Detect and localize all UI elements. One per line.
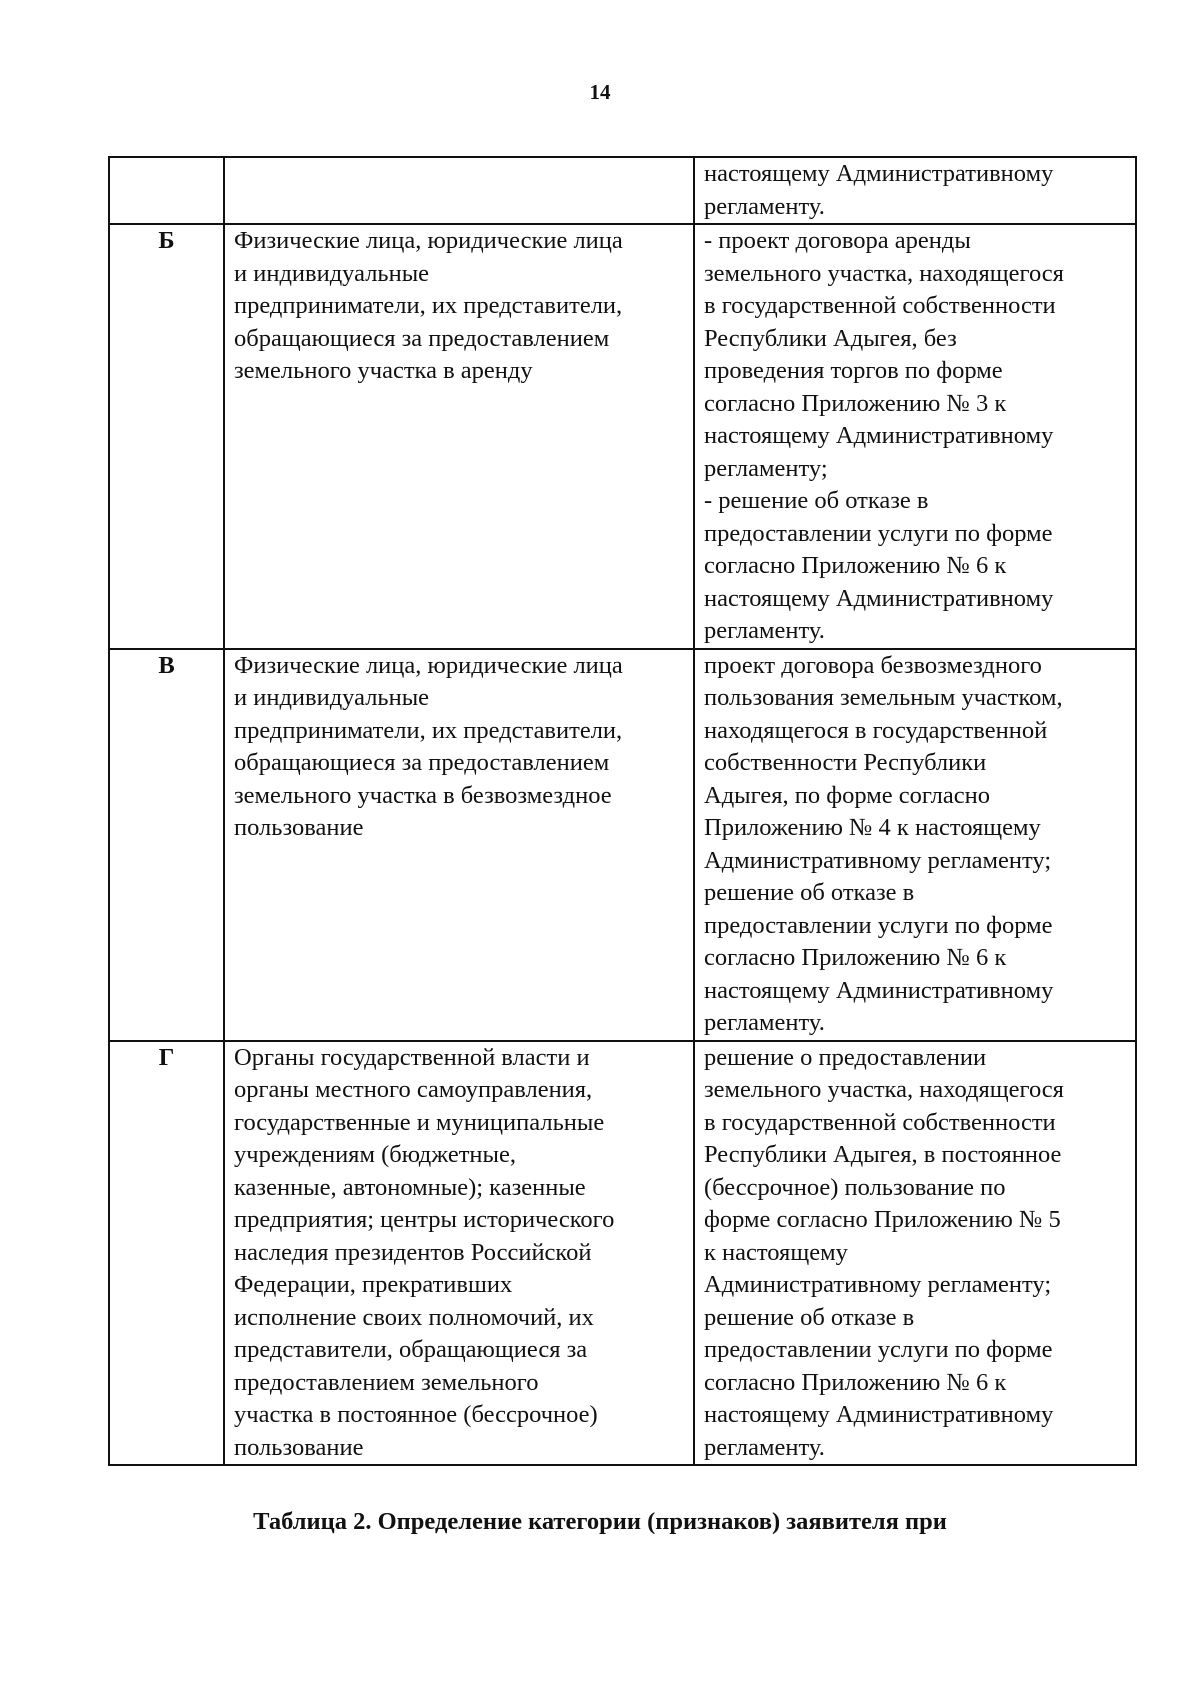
service-result xyxy=(694,157,1136,224)
result-line: согласно Приложению № 6 к xyxy=(704,1368,1007,1396)
applicant-line: и индивидуальные xyxy=(234,259,430,287)
result-line: согласно Приложению № 6 к xyxy=(704,552,1007,579)
applicant-line: государственные и муниципальные xyxy=(234,1108,605,1136)
result-line: - проект договора аренды xyxy=(704,227,971,254)
result-line: (бессрочное) пользование по xyxy=(704,1173,1006,1201)
result-line: регламенту. xyxy=(704,192,825,220)
service-result xyxy=(694,649,1136,1041)
category-code: Г xyxy=(109,1041,224,1466)
service-result xyxy=(694,224,1136,649)
result-line: в государственной собственности xyxy=(704,292,1056,319)
result-line: решение об отказе в xyxy=(704,1303,915,1331)
table-row xyxy=(109,649,1136,1041)
result-line: настоящему Административному xyxy=(704,584,1054,612)
applicant-line: наследия президентов Российской xyxy=(234,1238,592,1266)
result-line: настоящему Административному xyxy=(704,976,1054,1004)
result-line: Административному регламенту; xyxy=(704,1271,1052,1298)
result-line: настоящему Административному xyxy=(704,160,1054,187)
applicant-line: Органы государственной власти и xyxy=(234,1043,590,1071)
result-line: в государственной собственности xyxy=(704,1108,1056,1136)
service-result xyxy=(694,1041,1136,1466)
result-line: - решение об отказе в xyxy=(704,487,929,514)
page-number: 14 xyxy=(589,80,611,104)
table-row xyxy=(109,157,1136,224)
result-line: регламенту. xyxy=(704,1433,825,1461)
result-line: согласно Приложению № 6 к xyxy=(704,944,1007,971)
result-line: форме согласно Приложению № 5 xyxy=(704,1206,1061,1233)
result-line: предоставлении услуги по форме xyxy=(704,1336,1053,1363)
applicant-description xyxy=(224,649,694,1041)
result-line: регламенту; xyxy=(704,454,828,482)
applicant-line: предприятия; центры исторического xyxy=(234,1206,615,1233)
result-line: Адыгея, по форме согласно xyxy=(704,781,990,809)
result-line: Приложению № 4 к настоящему xyxy=(704,814,1041,841)
result-line: предоставлении услуги по форме xyxy=(704,911,1053,939)
applicant-line: и индивидуальные xyxy=(234,684,430,711)
applicant-line: обращающиеся за предоставлением xyxy=(234,749,610,776)
result-line: Республики Адыгея, в постоянное xyxy=(704,1141,1062,1168)
result-line: проект договора безвозмездного xyxy=(704,651,1042,679)
applicant-description xyxy=(224,157,694,224)
applicant-line: обращающиеся за предоставлением xyxy=(234,324,610,352)
applicant-line: пользование xyxy=(234,1433,364,1461)
result-line: настоящему Административному xyxy=(704,1401,1054,1428)
applicant-line: Физические лица, юридические лица xyxy=(234,227,623,254)
applicant-category-table xyxy=(108,156,1137,1466)
applicant-line: Федерации, прекративших xyxy=(234,1271,513,1298)
result-line: земельного участка, находящегося xyxy=(704,259,1064,287)
applicant-line: предприниматели, их представители, xyxy=(234,716,623,744)
result-line: пользования земельным участком, xyxy=(704,684,1063,711)
applicant-line: учреждениям (бюджетные, xyxy=(234,1141,516,1168)
applicant-line: казенные, автономные); казенные xyxy=(234,1173,586,1201)
applicant-line: представители, обращающиеся за xyxy=(234,1336,588,1363)
result-line: предоставлении услуги по форме xyxy=(704,519,1053,547)
result-line: регламенту. xyxy=(704,617,825,644)
applicant-line: предприниматели, их представители, xyxy=(234,292,623,319)
result-line: регламенту. xyxy=(704,1009,825,1036)
applicant-line: земельного участка в безвозмездное xyxy=(234,781,612,809)
result-line: находящегося в государственной xyxy=(704,716,1048,744)
result-line: согласно Приложению № 3 к xyxy=(704,389,1007,417)
table-caption: Таблица 2. Определение категории (признаков) заявителя при xyxy=(253,1508,947,1535)
result-line: к настоящему xyxy=(704,1238,848,1266)
category-code: Б xyxy=(109,224,224,649)
result-line: Административному регламенту; xyxy=(704,846,1052,874)
applicant-line: пользование xyxy=(234,814,364,841)
applicant-line: земельного участка в аренду xyxy=(234,357,533,384)
applicant-line: органы местного самоуправления, xyxy=(234,1076,593,1103)
result-line: земельного участка, находящегося xyxy=(704,1076,1064,1103)
category-code xyxy=(109,157,224,224)
result-line: Республики Адыгея, без xyxy=(704,324,957,352)
result-line: решение о предоставлении xyxy=(704,1043,987,1071)
applicant-description xyxy=(224,224,694,649)
result-line: настоящему Административному xyxy=(704,422,1054,449)
table-row xyxy=(109,1041,1136,1466)
result-line: собственности Республики xyxy=(704,749,987,776)
category-code: В xyxy=(109,649,224,1041)
applicant-description xyxy=(224,1041,694,1466)
table-row xyxy=(109,224,1136,649)
result-line: решение об отказе в xyxy=(704,879,915,906)
applicant-line: предоставлением земельного xyxy=(234,1368,539,1396)
result-line: проведения торгов по форме xyxy=(704,357,1003,384)
applicant-line: Физические лица, юридические лица xyxy=(234,651,623,679)
applicant-line: участка в постоянное (бессрочное) xyxy=(234,1401,598,1428)
applicant-line: исполнение своих полномочий, их xyxy=(234,1303,594,1331)
